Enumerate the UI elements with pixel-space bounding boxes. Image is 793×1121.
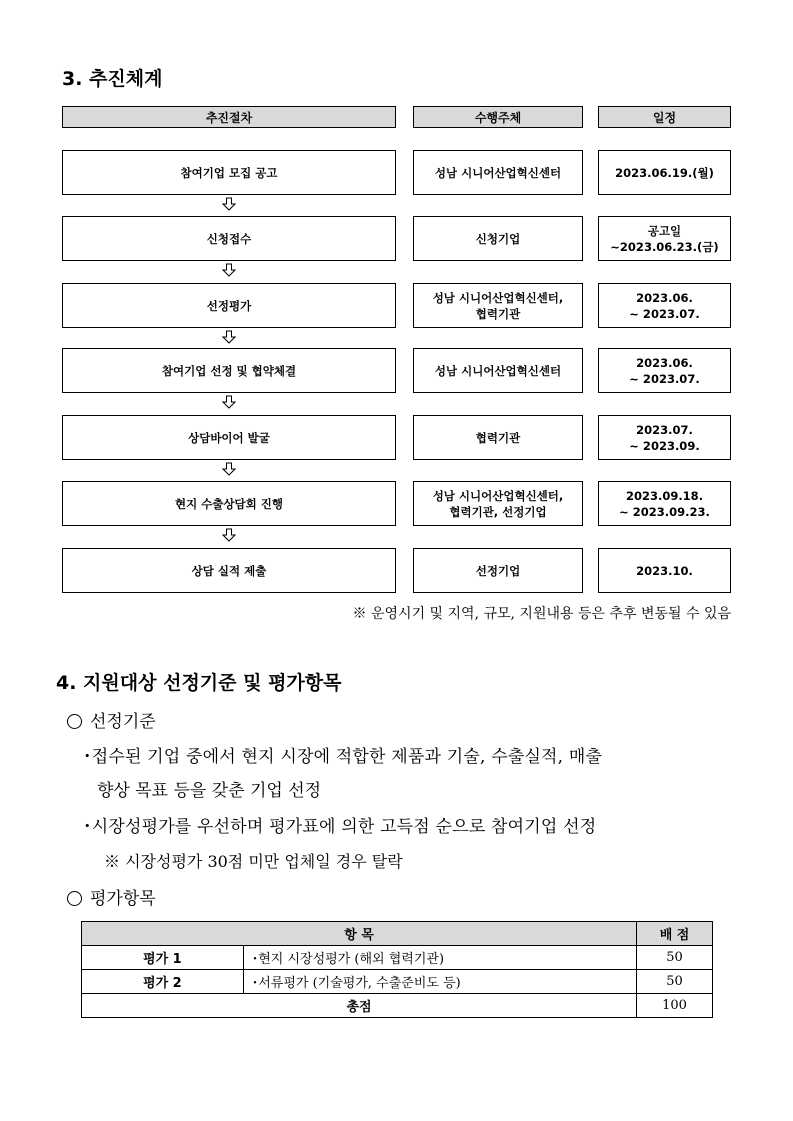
down-arrow-icon xyxy=(222,462,236,476)
flow-agent-line: 성남 시니어산업혁신센터, xyxy=(432,488,564,503)
flow-agent-box xyxy=(413,283,583,328)
flow-step-box xyxy=(62,150,396,195)
table-total-row xyxy=(82,994,713,1018)
flow-step-label: 현지 수출상담회 진행 xyxy=(175,496,283,511)
down-arrow-icon xyxy=(222,330,236,344)
table-row xyxy=(82,946,713,970)
criteria-bullet-2-note: ※ 시장성평가 30점 미만 업체일 경우 탈락 xyxy=(104,852,403,871)
eval-desc: ･서류평가 (기술평가, 수출준비도 등) xyxy=(243,970,636,994)
flow-agent-line: 협력기관, 선정기업 xyxy=(449,504,547,519)
criteria-heading: 선정기준 xyxy=(67,707,156,732)
flow-agent-box xyxy=(413,415,583,460)
flow-schedule-box xyxy=(598,415,731,460)
eval-name: 평가 2 xyxy=(82,970,244,994)
criteria-bullet-1-line-1: ･접수된 기업 중에서 현지 시장에 적합한 제품과 기술, 수출실적, 매출 xyxy=(83,747,603,767)
criteria-bullet-2: ･시장성평가를 우선하며 평가표에 의한 고득점 순으로 참여기업 선정 xyxy=(83,817,597,837)
flow-step-label: 상담 실적 제출 xyxy=(191,563,267,578)
flow-schedule-line: ~ 2023.09. xyxy=(629,438,700,453)
total-label: 총점 xyxy=(82,994,637,1018)
flow-schedule-line: ~2023.06.23.(금) xyxy=(610,239,719,254)
flow-schedule-line: 2023.09.18. xyxy=(625,488,704,503)
flow-agent-line: 선정기업 xyxy=(475,563,521,578)
flow-agent-line: 성남 시니어산업혁신센터, xyxy=(432,290,564,305)
flow-schedule-box xyxy=(598,150,731,195)
flow-schedule-box xyxy=(598,216,731,261)
flow-agent-line: 신청기업 xyxy=(475,231,521,246)
header-step: 추진절차 xyxy=(62,106,396,128)
flow-agent-line: 협력기관 xyxy=(475,430,521,445)
flow-agent-line: 성남 시니어산업혁신센터 xyxy=(434,165,562,180)
flow-schedule-box xyxy=(598,548,731,593)
section4-title: 4. 지원대상 선정기준 및 평가항목 xyxy=(56,672,342,694)
flow-schedule-line: ~ 2023.07. xyxy=(629,306,700,321)
flow-agent-box xyxy=(413,150,583,195)
flow-schedule-line: 2023.06. xyxy=(636,290,693,305)
eval-name: 평가 1 xyxy=(82,946,244,970)
flow-schedule-line: 2023.06. xyxy=(636,355,693,370)
eval-score: 50 xyxy=(637,946,713,970)
header-item: 항 목 xyxy=(82,922,637,946)
flow-step-box xyxy=(62,415,396,460)
table-header-row xyxy=(82,922,713,946)
circle-bullet-icon xyxy=(67,714,82,729)
flow-step-box xyxy=(62,283,396,328)
items-heading: 평가항목 xyxy=(67,884,156,909)
flow-agent-box xyxy=(413,216,583,261)
header-score: 배 점 xyxy=(637,922,713,946)
down-arrow-icon xyxy=(222,197,236,211)
down-arrow-icon xyxy=(222,263,236,277)
flow-schedule-line: 2023.07. xyxy=(636,422,693,437)
down-arrow-icon xyxy=(222,395,236,409)
schedule-note: ※ 운영시기 및 지역, 규모, 지원내용 등은 추후 변동될 수 있음 xyxy=(352,606,731,622)
section3-title: 3. 추진체계 xyxy=(62,68,163,90)
flow-schedule-box xyxy=(598,283,731,328)
header-schedule: 일정 xyxy=(598,106,731,128)
header-agent: 수행주체 xyxy=(413,106,583,128)
flow-step-label: 참여기업 모집 공고 xyxy=(180,165,278,180)
flow-schedule-line: 공고일 xyxy=(647,223,682,238)
flow-step-label: 신청접수 xyxy=(206,231,252,246)
evaluation-table xyxy=(81,921,713,1018)
flow-step-label: 상담바이어 발굴 xyxy=(188,430,270,445)
eval-desc: ･현지 시장성평가 (해외 협력기관) xyxy=(243,946,636,970)
criteria-bullet-1-line-2: 향상 목표 등을 갖춘 기업 선정 xyxy=(97,781,322,801)
flow-schedule-box xyxy=(598,348,731,393)
flow-agent-box xyxy=(413,548,583,593)
flow-step-box xyxy=(62,548,396,593)
circle-bullet-icon xyxy=(67,891,82,906)
eval-score: 50 xyxy=(637,970,713,994)
flow-agent-line: 성남 시니어산업혁신센터 xyxy=(434,363,562,378)
flow-schedule-line: 2023.10. xyxy=(636,563,693,578)
flow-schedule-line: ~ 2023.07. xyxy=(629,371,700,386)
flow-schedule-line: ~ 2023.09.23. xyxy=(619,504,710,519)
total-score: 100 xyxy=(637,994,713,1018)
table-row xyxy=(82,970,713,994)
flow-step-label: 참여기업 선정 및 협약체결 xyxy=(161,363,297,378)
flow-step-label: 선정평가 xyxy=(206,298,252,313)
flow-agent-line: 협력기관 xyxy=(475,306,521,321)
down-arrow-icon xyxy=(222,528,236,542)
flow-agent-box xyxy=(413,481,583,526)
flow-step-box xyxy=(62,216,396,261)
flow-agent-box xyxy=(413,348,583,393)
flow-schedule-line: 2023.06.19.(월) xyxy=(615,165,714,180)
flow-step-box xyxy=(62,481,396,526)
flow-schedule-box xyxy=(598,481,731,526)
flow-step-box xyxy=(62,348,396,393)
